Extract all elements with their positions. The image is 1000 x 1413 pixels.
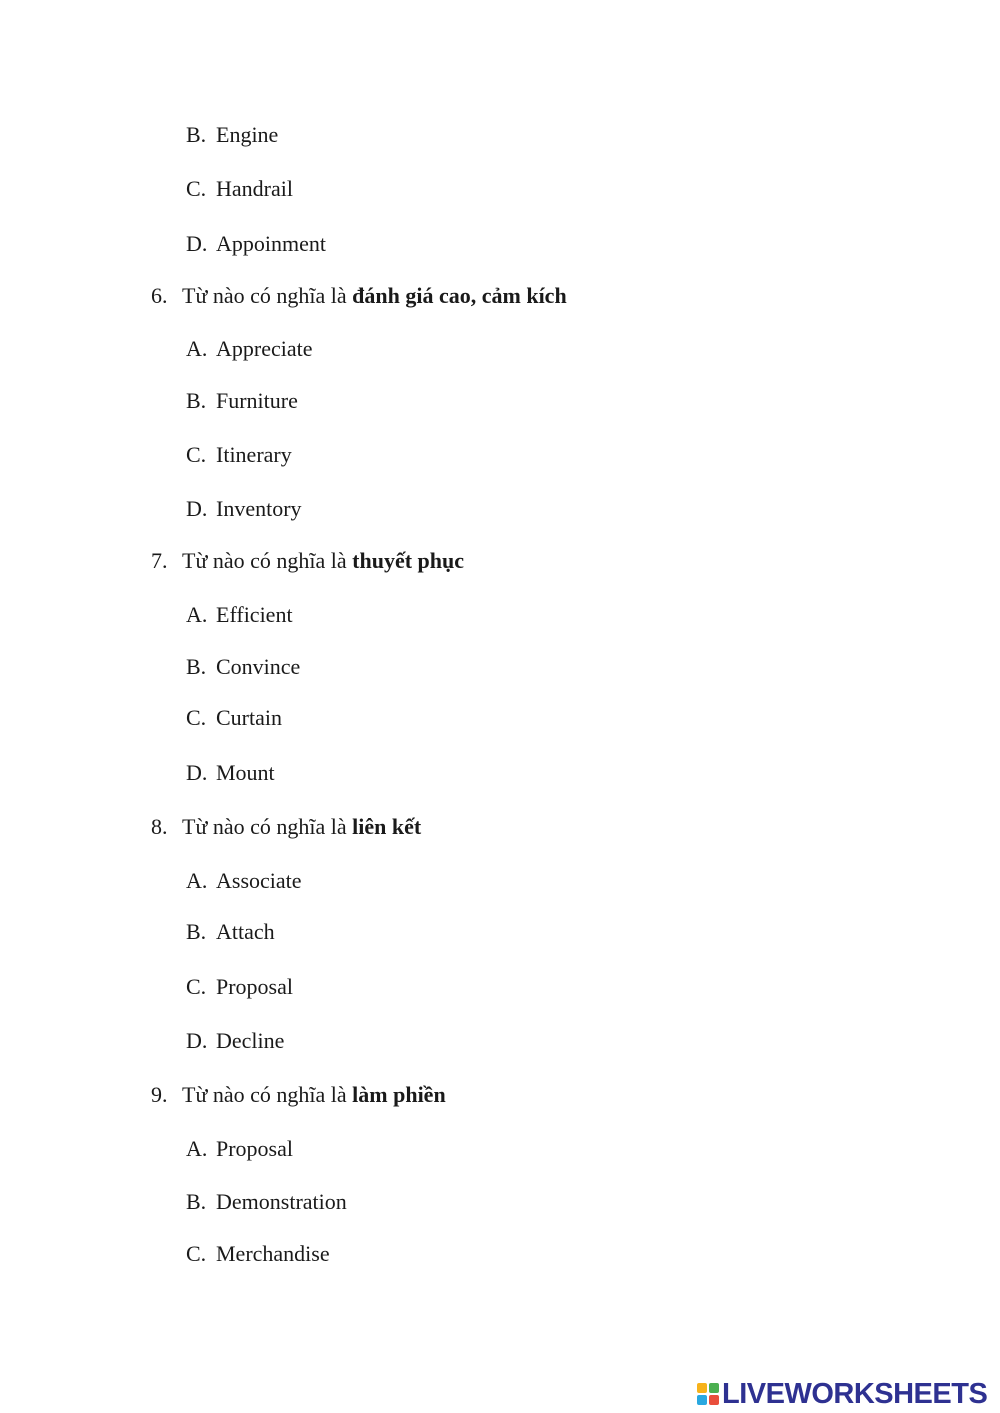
option-text: Engine: [216, 122, 279, 147]
q9-option-a[interactable]: [186, 1138, 293, 1160]
option-text: Curtain: [216, 705, 282, 730]
option-text: Efficient: [216, 602, 293, 627]
option-text: Inventory: [216, 496, 302, 521]
option-text: Appoinment: [216, 231, 326, 256]
option-text: Merchandise: [216, 1241, 330, 1266]
liveworksheets-logo: [697, 1377, 987, 1411]
q8-option-d[interactable]: [186, 1030, 284, 1052]
option-text: Attach: [216, 919, 275, 944]
option-letter: A.: [186, 868, 208, 893]
question-prompt: Từ nào có nghĩa là: [182, 283, 353, 308]
option-letter: D.: [186, 496, 208, 521]
option-letter: B.: [186, 122, 207, 147]
option-text: Itinerary: [216, 442, 292, 467]
option-letter: D.: [186, 1028, 208, 1053]
question-keyword: đánh giá cao, cảm kích: [352, 283, 567, 308]
option-b-engine[interactable]: [186, 124, 278, 146]
question-keyword: liên kết: [352, 814, 422, 839]
question-prompt: Từ nào có nghĩa là: [182, 814, 353, 839]
question-6: [151, 285, 567, 307]
option-letter: A.: [186, 336, 208, 361]
q9-option-b[interactable]: [186, 1191, 347, 1213]
option-text: Associate: [216, 868, 302, 893]
logo-text: LIVEWORKSHEETS: [722, 1377, 988, 1410]
q7-option-b[interactable]: [186, 656, 300, 678]
question-number: 8.: [151, 814, 168, 839]
logo-block: [709, 1383, 719, 1393]
question-9: [151, 1084, 446, 1106]
option-letter: A.: [186, 1136, 208, 1161]
question-number: 7.: [151, 548, 168, 573]
option-d-appoinment[interactable]: [186, 233, 326, 255]
option-text: Convince: [216, 654, 301, 679]
q6-option-c[interactable]: [186, 444, 292, 466]
question-prompt: Từ nào có nghĩa là: [182, 1082, 353, 1107]
option-text: Appreciate: [216, 336, 313, 361]
logo-blocks-icon: [697, 1383, 719, 1405]
option-letter: C.: [186, 1241, 207, 1266]
option-text: Decline: [216, 1028, 285, 1053]
q8-option-a[interactable]: [186, 870, 302, 892]
q7-option-a[interactable]: [186, 604, 293, 626]
option-c-handrail[interactable]: [186, 178, 293, 200]
option-letter: D.: [186, 231, 208, 256]
question-number: 6.: [151, 283, 168, 308]
option-letter: D.: [186, 760, 208, 785]
option-letter: C.: [186, 176, 207, 201]
option-letter: B.: [186, 388, 207, 413]
option-text: Handrail: [216, 176, 293, 201]
question-8: [151, 816, 421, 838]
option-letter: B.: [186, 1189, 207, 1214]
q6-option-a[interactable]: [186, 338, 313, 360]
option-text: Proposal: [216, 1136, 293, 1161]
option-text: Demonstration: [216, 1189, 347, 1214]
q8-option-b[interactable]: [186, 921, 275, 943]
q8-option-c[interactable]: [186, 976, 293, 998]
option-letter: C.: [186, 974, 207, 999]
q7-option-d[interactable]: [186, 762, 275, 784]
option-letter: C.: [186, 442, 207, 467]
logo-block: [697, 1383, 707, 1393]
logo-block: [697, 1395, 707, 1405]
question-keyword: làm phiền: [352, 1082, 446, 1107]
question-number: 9.: [151, 1082, 168, 1107]
option-letter: A.: [186, 602, 208, 627]
option-text: Proposal: [216, 974, 293, 999]
question-prompt: Từ nào có nghĩa là: [182, 548, 353, 573]
q9-option-c[interactable]: [186, 1243, 330, 1265]
option-text: Furniture: [216, 388, 298, 413]
question-7: [151, 550, 464, 572]
option-letter: C.: [186, 705, 207, 730]
q6-option-b[interactable]: [186, 390, 298, 412]
q7-option-c[interactable]: [186, 707, 282, 729]
logo-block: [709, 1395, 719, 1405]
option-letter: B.: [186, 919, 207, 944]
option-text: Mount: [216, 760, 275, 785]
option-letter: B.: [186, 654, 207, 679]
q6-option-d[interactable]: [186, 498, 302, 520]
question-keyword: thuyết phục: [352, 548, 465, 573]
